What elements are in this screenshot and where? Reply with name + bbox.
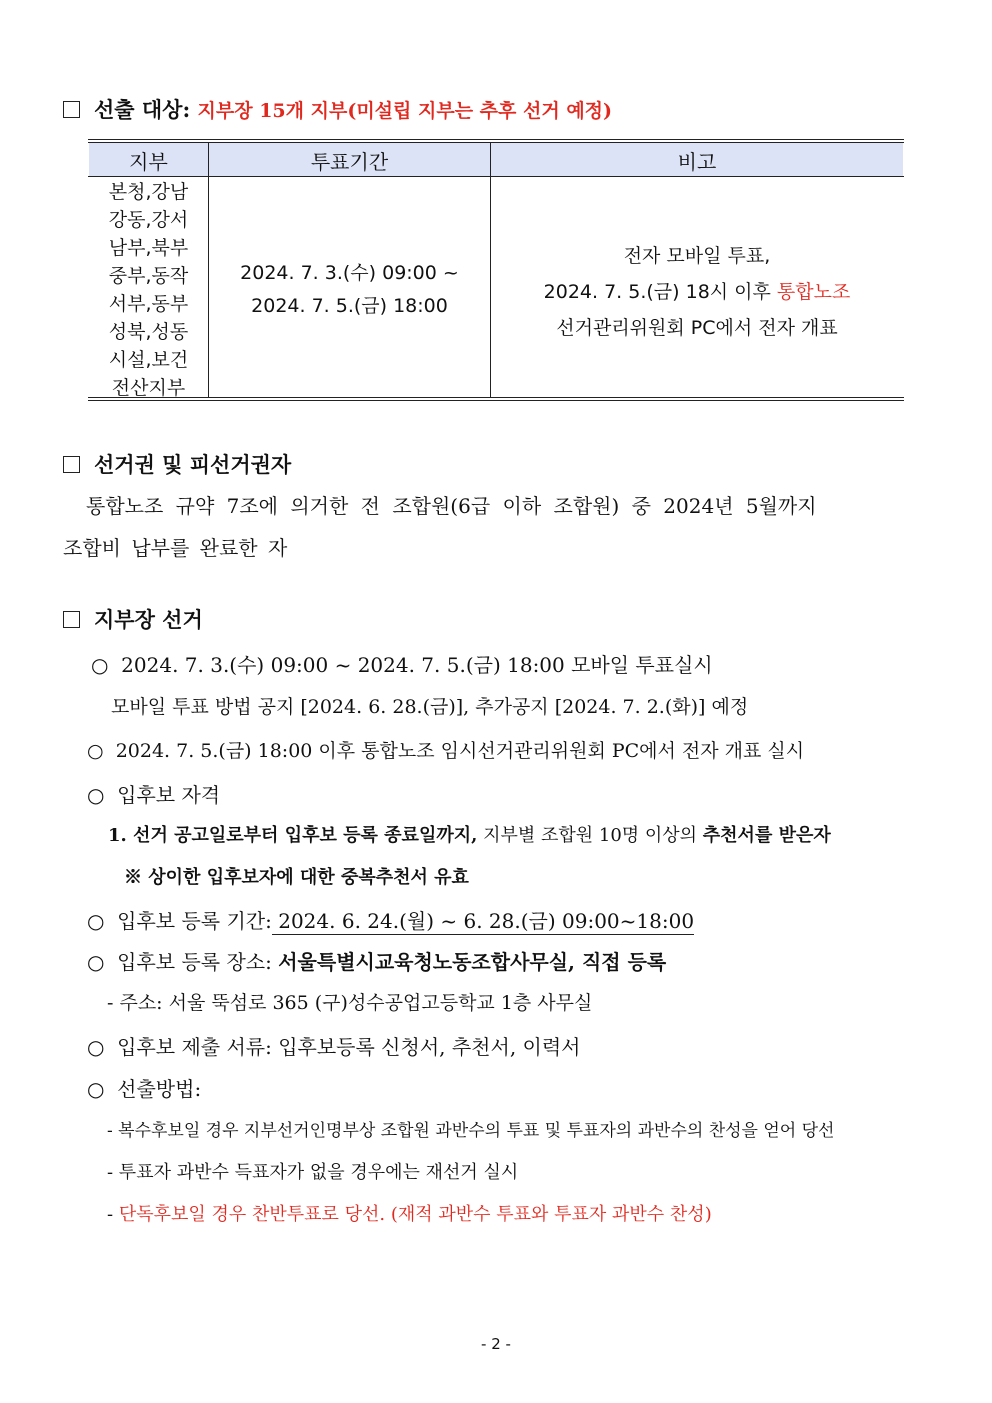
period-end: 2024. 7. 5.(금) 18:00 (251, 295, 448, 317)
method-single-candidate: - 단독후보일 경우 찬반투표로 당선. (재적 과반수 투표와 투표자 과반수 찬성) (107, 1204, 712, 1225)
bullet-circle-icon: ○ (87, 950, 105, 974)
item-electronic-count: ○ 2024. 7. 5.(금) 18:00 이후 통합노조 임시선거관리위원회 PC에서 전자 개표 실시 (87, 740, 805, 762)
header-remarks: 비고 (677, 150, 717, 174)
item-mobile-voting-notice: 모바일 투표 방법 공지 [2024. 6. 28.(금)], 추가공지 [2024. 7. 2.(화)] 예정 (111, 696, 749, 718)
item-selection-method: ○ 선출방법: (87, 1077, 202, 1101)
item-registration-period: ○ 입후보 등록 기간: 2024. 6. 24.(월) ~ 6. 28.(금) 09:00~18:00 (87, 909, 695, 933)
eligibility-line-1: 통합노조 규약 7조에 의거한 전 조합원(6급 이하 조합원) 중 2024년 5월까지 (86, 494, 817, 518)
method-multiple-candidates: - 복수후보일 경우 지부선거인명부상 조합원 과반수의 투표 및 투표자의 과반수의 찬성을 얻어 당선 (107, 1121, 835, 1141)
item-registration-place: ○ 입후보 등록 장소: 서울특별시교육청노동조합사무실, 직접 등록 (87, 950, 667, 974)
page-number: - 2 - (481, 1335, 511, 1353)
branch-item: 남부,북부 (108, 237, 189, 259)
bullet-circle-icon: ○ (91, 653, 109, 677)
checkbox-square-icon (63, 101, 80, 118)
eligibility-line-2: 조합비 납부를 완료한 자 (63, 536, 288, 560)
remarks-line-1: 전자 모바일 투표, (623, 245, 771, 267)
branch-item: 본청,강남 (108, 181, 189, 203)
remarks-line-2: 2024. 7. 5.(금) 18시 이후 통합노조 (543, 281, 851, 303)
section-branch-election (63, 604, 203, 634)
checkbox-square-icon (63, 456, 80, 473)
voting-period-cell (209, 257, 490, 323)
branch-item: 서부,동부 (108, 293, 189, 315)
registration-address: - 주소: 서울 뚝섬로 365 (구)성수공업고등학교 1층 사무실 (107, 992, 593, 1014)
section-detail: 지부장 15개 지부(미설립 지부는 추후 선거 예정) (197, 100, 613, 122)
bullet-circle-icon: ○ (87, 1035, 105, 1059)
bullet-circle-icon: ○ (87, 909, 105, 933)
qualification-detail: 1. 선거 공고일로부터 입후보 등록 종료일까지, 지부별 조합원 10명 이상의 추천서를 받은자 (108, 825, 831, 846)
item-candidate-qualification: ○ 입후보 자격 (87, 783, 221, 807)
remarks-line-3: 선거관리위원회 PC에서 전자 개표 (556, 317, 838, 339)
item-required-documents: ○ 입후보 제출 서류: 입후보등록 신청서, 추천서, 이력서 (87, 1035, 581, 1059)
bullet-circle-icon: ○ (87, 740, 104, 762)
header-voting-period: 투표기간 (310, 150, 389, 174)
method-reelection: - 투표자 과반수 득표자가 없을 경우에는 재선거 실시 (107, 1162, 519, 1183)
bullet-circle-icon: ○ (87, 783, 105, 807)
remarks-union-highlight: 통합노조 (776, 281, 851, 303)
branch-item: 시설,보건 (108, 349, 189, 371)
branch-item: 성북,성동 (108, 321, 189, 343)
branch-item: 전산지부 (111, 377, 186, 399)
branch-list (89, 178, 208, 402)
section-selection-target (63, 94, 612, 124)
period-start: 2024. 7. 3.(수) 09:00 ~ (240, 262, 459, 284)
registration-period-value: 2024. 6. 24.(월) ~ 6. 28.(금) 09:00~18:00 (271, 909, 695, 933)
qualification-note: ※ 상이한 입후보자에 대한 중복추천서 유효 (124, 867, 469, 888)
section-title: 지부장 선거 (94, 607, 203, 632)
remarks-cell (491, 238, 903, 346)
section-voting-eligibility (63, 449, 291, 479)
branch-item: 중부,동작 (108, 265, 189, 287)
registration-place-value: 서울특별시교육청노동조합사무실, 직접 등록 (278, 950, 667, 974)
branch-item: 강동,강서 (108, 209, 189, 231)
bullet-circle-icon: ○ (87, 1077, 105, 1101)
section-title: 선거권 및 피선거권자 (94, 452, 292, 477)
section-label: 선출 대상: (94, 97, 191, 122)
item-mobile-voting: ○ 2024. 7. 3.(수) 09:00 ~ 2024. 7. 5.(금) 18:00 모바일 투표실시 (91, 653, 713, 677)
checkbox-square-icon (63, 611, 80, 628)
header-branch: 지부 (129, 150, 168, 174)
